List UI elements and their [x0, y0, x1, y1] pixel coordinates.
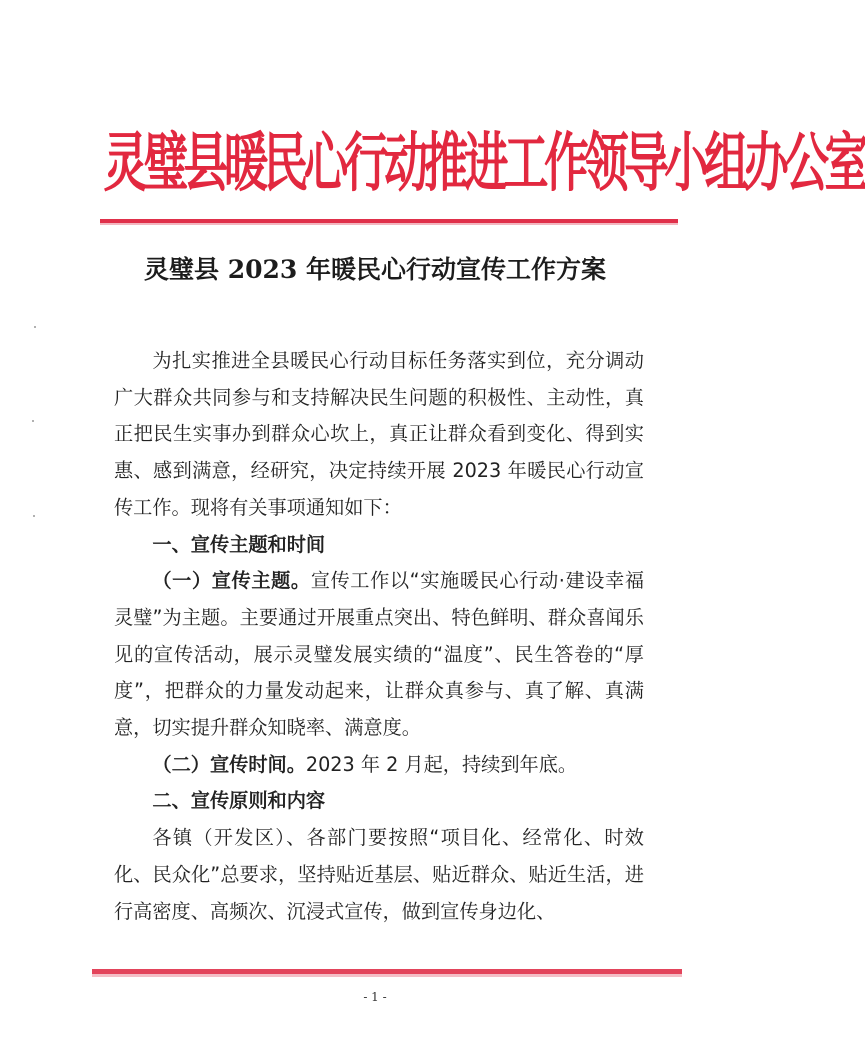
- subsection-label: （二）宣传时间。: [152, 752, 306, 776]
- section-heading: 一、宣传主题和时间: [152, 532, 326, 556]
- document-title: 灵璧县 2023 年暖民心行动宣传工作方案: [144, 255, 606, 284]
- page-number: - 1 -: [363, 990, 387, 1004]
- section-heading: 二、宣传原则和内容: [152, 789, 326, 813]
- footer-red-rule: [92, 969, 682, 974]
- theme-paragraph: [114, 563, 644, 747]
- time-paragraph: [114, 747, 644, 784]
- intro-paragraph: 为扎实推进全县暖民心行动目标任务落实到位，充分调动广大群众共同参与和支持解决民生问题的积极性、主动性，真正把民生实事办到群众心坎上，真正让群众看到变化、得到实惠、感到满意，经研究，决定持续开展 2023 年暖民心行动宣传工作。现将有关事项通知如下：: [114, 349, 644, 519]
- subsection-text: 宣传工作以“实施暖民心行动·建设幸福灵璧”为主题。主要通过开展重点突出、特色鲜明、群众喜闻乐见的宣传活动，展示灵璧发展实绩的“温度”、民生答卷的“厚度”，把群众的力量发动起来，让群众真参与、真了解、真满意，切实提升群众知晓率、满意度。: [114, 569, 645, 740]
- header-red-rule: [100, 219, 678, 223]
- subsection-text: 2023 年 2 月起，持续到年底。: [305, 752, 578, 776]
- document-body: [114, 343, 644, 930]
- scan-speck: [34, 326, 36, 328]
- principles-paragraph: 各镇（开发区）、各部门要按照“项目化、经常化、时效化、民众化”总要求，坚持贴近基层、贴近群众、贴近生活，进行高密度、高频次、沉浸式宣传，做到宣传身边化、: [114, 826, 644, 923]
- scan-speck: [33, 515, 35, 517]
- subsection-label: （一）宣传主题。: [152, 569, 311, 593]
- scan-speck: [32, 420, 34, 422]
- organization-letterhead: 灵璧县暖民心行动推进工作领导小组办公室: [103, 124, 865, 201]
